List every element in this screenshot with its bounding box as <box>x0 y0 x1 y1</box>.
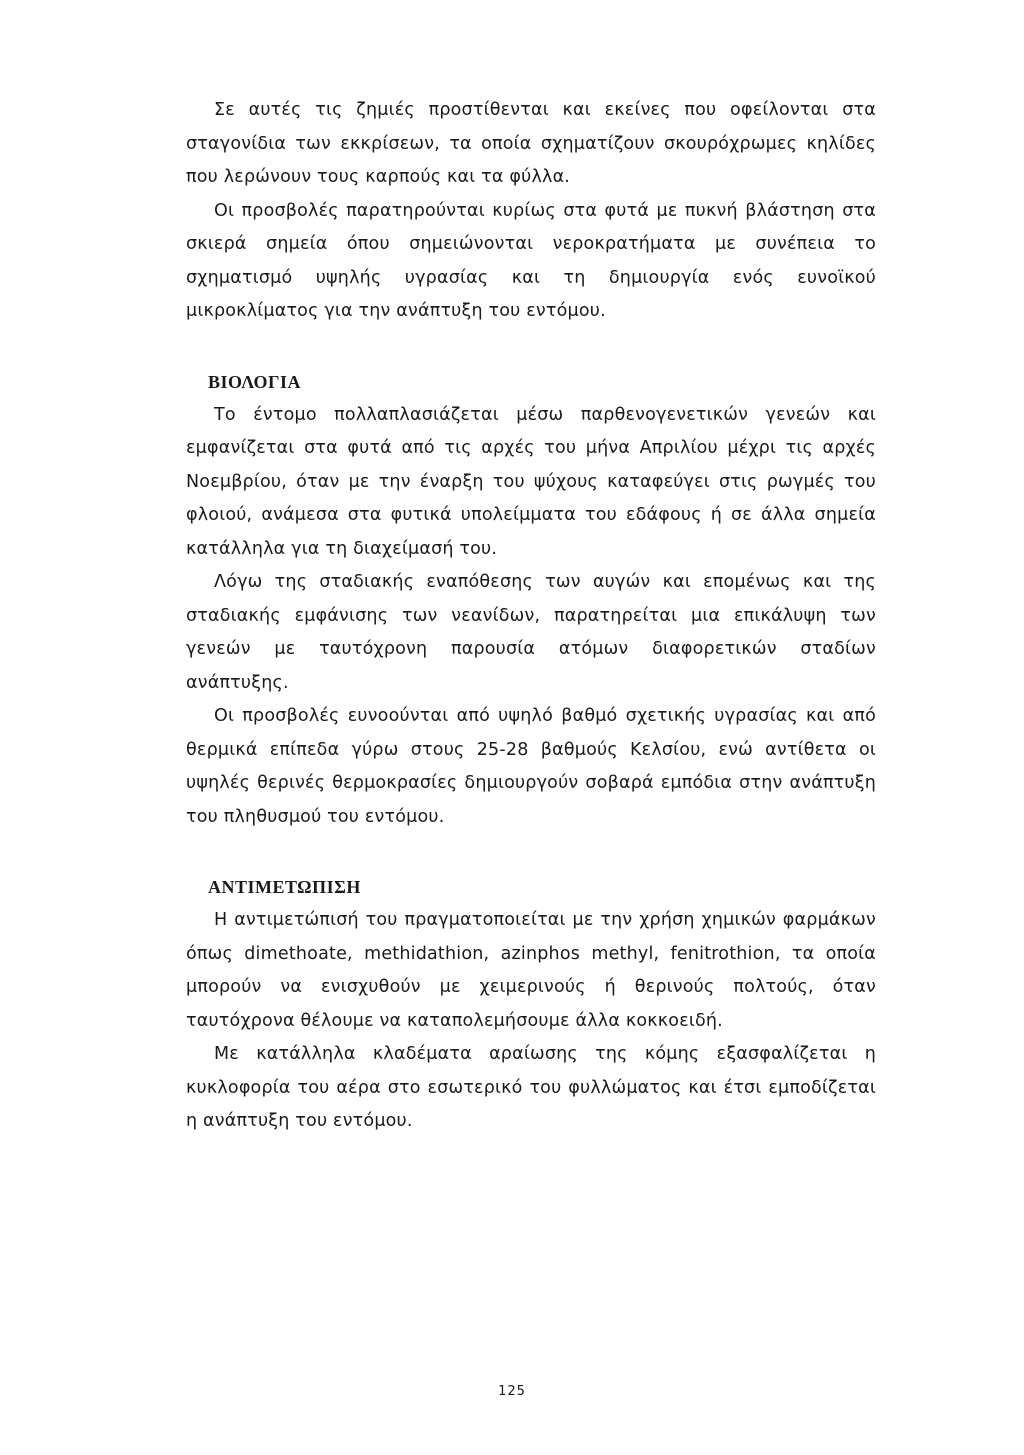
body-paragraph: Με κατάλληλα κλαδέματα αραίωσης της κόμης εξασφαλίζεται η κυκλοφορία του αέρα στο εσωτερικό του φυλλώματος και έτσι εμποδίζεται η ανάπτυξη του εντόμου. <box>186 1044 876 1131</box>
body-paragraph: Λόγω της σταδιακής εναπόθεσης των αυγών και επομένως και της σταδιακής εμφάνισης των νεανίδων, παρατηρείται μια επικάλυψη των γενεών με ταυτόχρονη παρουσία ατόμων διαφορετικών σταδίων ανάπτυξης. <box>186 572 876 693</box>
body-paragraph: Οι προσβολές παρατηρούνται κυρίως στα φυτά με πυκνή βλάστηση στα σκιερά σημεία όπου σημειώνονται νεροκρατήματα με συνέπεια το σχηματισμό υψηλής υγρασίας και τη δημιουργία ενός ευνοϊκού μικροκλίματος για την ανάπτυξη του εντόμου. <box>186 200 876 321</box>
page-number: 125 <box>498 1384 526 1399</box>
body-paragraph: Η αντιμετώπισή του πραγματοποιείται με την χρήση χημικών φαρμάκων όπως dimethoate, methidathion, azinphos methyl, fenitrothion, τα οποία μπορούν να ενισχυθούν με χειμερινούς ή θερινούς πολτούς, όταν ταυτόχρονα θέλουμε να καταπολεμήσουμε άλλα κοκκοειδή. <box>186 910 876 1031</box>
section-heading-control: ΑΝΤΙΜΕΤΩΠΙΣΗ <box>208 877 361 897</box>
body-paragraph: Οι προσβολές ευνοούνται από υψηλό βαθμό σχετικής υγρασίας και από θερμικά επίπεδα γύρω στους 25-28 βαθμούς Κελσίου, ενώ αντίθετα οι υψηλές θερινές θερμοκρασίες δημιουργούν σοβαρά εμπόδια στην ανάπτυξη του πληθυσμού του εντόμου. <box>186 706 876 827</box>
body-paragraph: Το έντομο πολλαπλασιάζεται μέσω παρθενογενετικών γενεών και εμφανίζεται στα φυτά από τις αρχές του μήνα Απριλίου μέχρι τις αρχές Νοεμβρίου, όταν με την έναρξη του ψύχους καταφεύγει στις ρωγμές του φλοιού, ανάμεσα στα φυτικά υπολείμματα του εδάφους ή σε άλλα σημεία κατάλληλα για τη διαχείμασή του. <box>186 404 876 559</box>
document-page <box>186 94 876 1139</box>
body-paragraph: Σε αυτές τις ζημιές προστίθενται και εκείνες που οφείλονται στα σταγονίδια των εκκρίσεων, τα οποία σχηματίζουν σκουρόχρωμες κηλίδες που λερώνουν τους καρπούς και τα φύλλα. <box>186 100 876 187</box>
section-heading-biology: ΒΙΟΛΟΓΙΑ <box>208 371 302 392</box>
